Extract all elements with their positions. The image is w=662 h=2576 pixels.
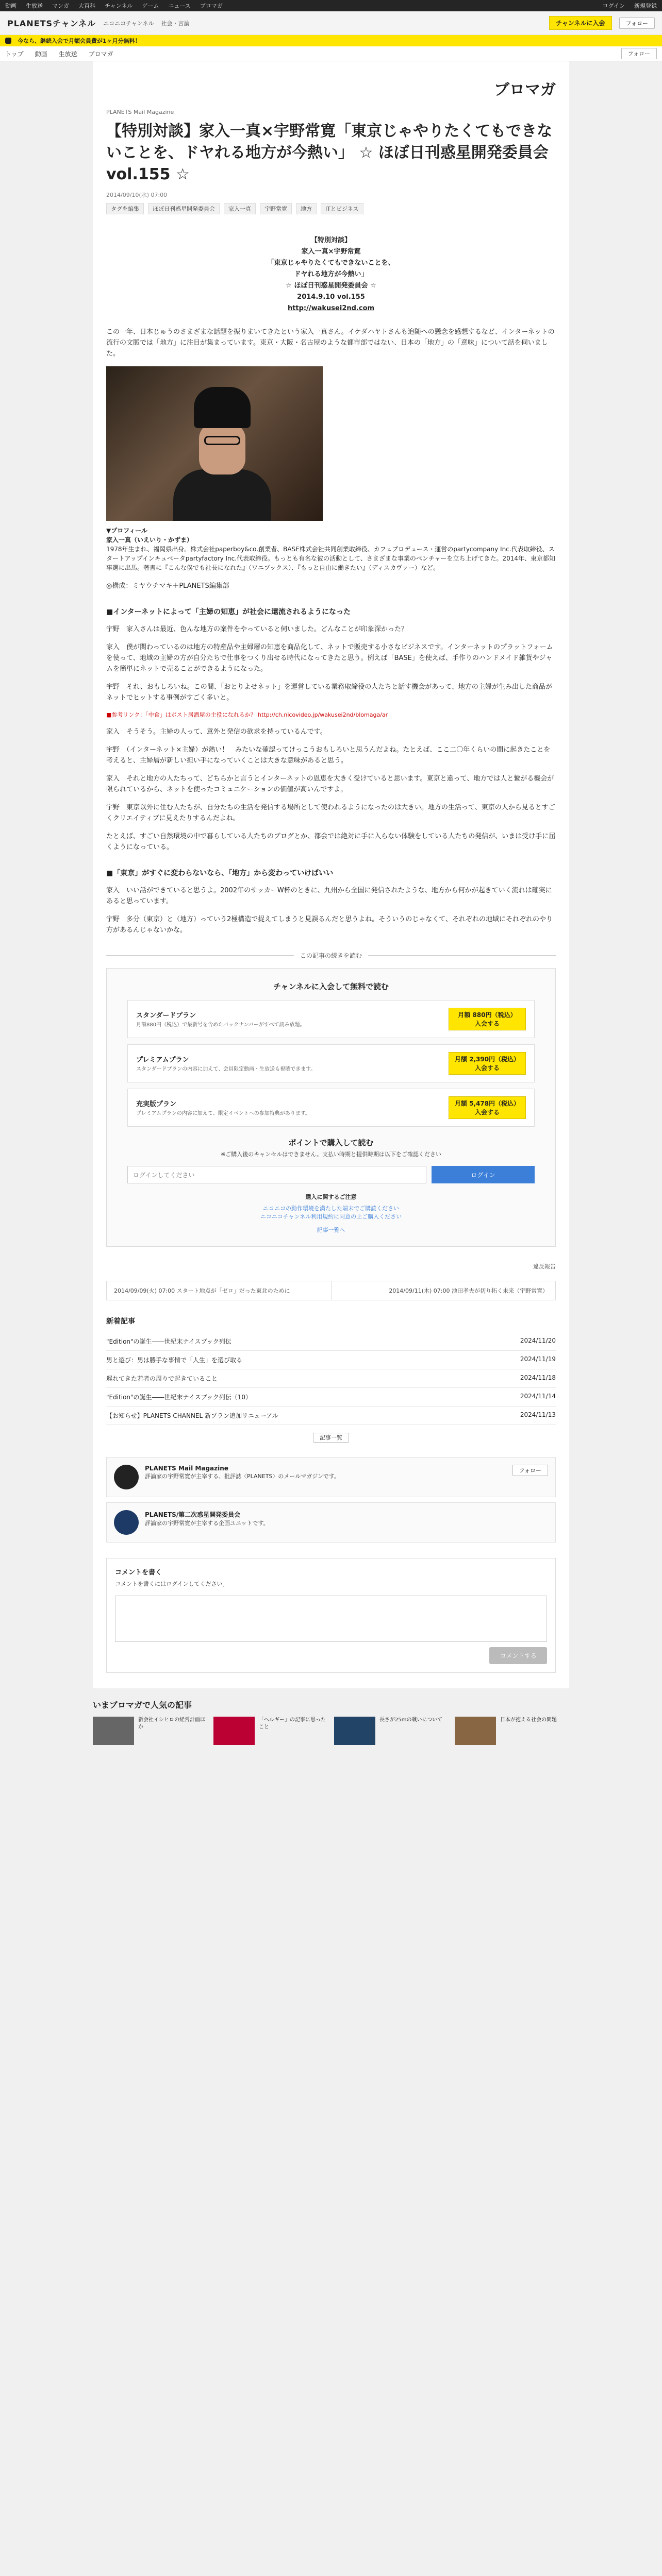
plan-name: プレミアムプラン [136,1056,189,1064]
comment-textarea[interactable] [115,1596,547,1642]
nav-item[interactable]: チャンネル [105,3,133,9]
plan-standard [127,1000,535,1038]
login-hint: ログインしてください [127,1166,426,1183]
info-icon [5,38,11,44]
heading-line: ☆ ほぼ日刊惑星開発委員会 ☆ [286,282,376,290]
tag[interactable]: 地方 [296,203,317,214]
nav-item[interactable]: ニュース [168,3,191,9]
blog-bar [0,46,662,61]
channel-avatar[interactable] [114,1510,139,1535]
paragraph: 家入 そうそう。主婦の人って、意外と発信の欲求を持っているんです。 [106,728,327,736]
paywall-box [106,968,556,1247]
plan-premium [127,1044,535,1082]
join-channel-button[interactable]: チャンネルに入会 [549,16,611,30]
section-heading: ■インターネットによって「主婦の知恵」が社会に還流されるようになった [106,608,351,616]
plan-name: 充実版プラン [136,1100,177,1108]
plan-join-button[interactable]: 月額 5,478円（税込） 入会する [449,1096,526,1119]
channel-name: PLANETS Mail Magazine [145,1465,228,1472]
article-title: 【特別対談】家入一真×宇野常寛「東京じゃやりたくてもできないことを、ドヤれる地方が今熱い」 ☆ ほぼ日刊惑星開発委員会 vol.155 ☆ [106,122,553,183]
tag[interactable]: ほぼ日刊惑星開発委員会 [148,203,220,214]
popular-title: いまブロマガで人気の記事 [93,1700,192,1710]
article-date: 2014/09/10(水) 07:00 [106,192,168,198]
paragraph: 宇野 東京以外に住む人たちが、自分たちの生活を発信する場所として使われるようになったのは大きい。地方の生活って、東京の人から見るとすごくクリエイティブに見えたりするんだよね。 [106,804,555,822]
heading-line: ドヤれる地方が今熱い」 [294,270,368,278]
reference-link[interactable]: ■参考リンク：「中食」はポスト居酒屋の主役になれるか？ http://ch.nicovideo.jp/wakusei2nd/blomaga/ar [106,711,388,718]
tag-list [106,203,556,214]
article-list-button[interactable]: 記事一覧 [313,1433,349,1443]
report-link[interactable]: 違反報告 [533,1263,556,1270]
plan-desc: プレミアムプランの内容に加えて、限定イベントへの参加特典があります。 [136,1110,310,1116]
campaign-notice[interactable] [0,35,662,46]
tab-top[interactable]: トップ [5,50,24,58]
recent-title: 新着記事 [106,1317,135,1326]
paragraph: たとえば、すごい自然環境の中で暮らしている人たちのブログとか、都会では絶対に手に入らない体験をしている人たちの発信が、いまは受け手に届くようになっている。 [106,833,556,851]
paragraph: 家入 それと地方の人たちって、どちらかと言うとインターネットの恩恵を大きく受けていると思います。東京と違って、地方では人と繋がる機会が限られているから、ネットを使ったコミュニケーションの価値が高いんですよ。 [106,775,554,793]
profile-heading: ▼プロフィール [106,527,148,534]
list-item[interactable]: "Edition"の誕生――世紀末ナイスブック列伝（10） 2024/11/14 [106,1388,556,1406]
channel-desc: 評論家の宇野常寛が主宰する、批評誌〈PLANETS〉のメールマガジンです。 [145,1473,340,1480]
popular-item[interactable]: 「ヘルギー」の記事に思ったこと [213,1717,328,1745]
paragraph: 宇野 多分（東京）と（地方）っていう2極構造で捉えてしまうと見誤るんだと思うよね。そういうのじゃなくて、それぞれの地域にそれぞれのやり方があるんじゃないかな。 [106,916,553,934]
list-item[interactable]: 【お知らせ】PLANETS CHANNEL 新プラン追加リニューアル 2024/11/13 [106,1406,556,1425]
article-pager [106,1281,556,1300]
heading-line: 「東京じゃやりたくてもできないことを、 [267,259,395,267]
blog-follow-button[interactable]: フォロー [621,48,657,59]
list-item[interactable]: "Edition"の誕生――世紀末ナイスブック列伝 2024/11/20 [106,1332,556,1351]
popular-item[interactable]: 日本が抱える社会の問題 [455,1717,569,1745]
heading-line: 【特別対談】 [310,236,351,244]
next-article-link[interactable]: 2014/09/11(木) 07:00 池田孝夫が切り拓く未来（宇野常寛） [331,1281,556,1300]
paragraph: 宇野 家入さんは最近、色んな地方の案件をやっていると伺いました。どんなことが印象深かった？ [106,625,408,633]
breadcrumb[interactable]: PLANETS Mail Magazine [106,109,174,115]
paragraph: 家入 僕が関わっているのは地方の特産品や主婦層の知恵を商品化して、ネットで販売する小さなビジネスです。インターネットのプラットフォームを使って、地域の主婦の方が自分たちで仕事をつくり出せる時代になってきたと思う。例えば「BASE」を使えば、手作りのハンドメイド雑貨やジャムを簡単にネットで売ることができるようになった。 [106,643,553,673]
popular-section [93,1688,569,1755]
paywall-title: チャンネルに入会して無料で読む [273,982,389,991]
point-title: ポイントで購入して読む [288,1138,374,1147]
plan-desc: スタンダードプランの内容に加えて、会員限定動画・生放送も視聴できます。 [136,1066,316,1072]
list-item[interactable]: 男と遊び：男は勝手な事情で「人生」を選び取る 2024/11/19 [106,1351,556,1369]
tab-live[interactable]: 生放送 [58,50,77,58]
paragraph: 家入 いい話ができていると思うよ。2002年のサッカーW杯のときに、九州から全国に発信されたような、地方から何かが起きていく流れは確実にあると思っています。 [106,887,552,905]
more-articles-link[interactable]: 記事一覧へ [317,1227,345,1233]
purchase-note-link[interactable]: ニコニコチャンネル利用規約に同意の上ご購入ください [260,1213,402,1220]
channel-desc: 評論家の宇野常寛が主宰する企画ユニットです。 [145,1520,269,1527]
nav-item[interactable]: ブロマガ [200,3,223,9]
heading-line: 家入一真×宇野常寛 [301,248,361,256]
tab-video[interactable]: 動画 [35,50,47,58]
popular-item[interactable]: 新会社イシヒロの経営計画ほか [93,1717,207,1745]
profile-block [106,526,556,572]
header-category[interactable]: 社会・言論 [161,20,190,27]
popular-item[interactable]: 長さが25mの戦いについて [334,1717,449,1745]
top-navigation [0,0,662,11]
nav-item[interactable]: 生放送 [26,3,43,9]
site-link[interactable]: http://wakusei2nd.com [287,304,375,312]
nav-item[interactable]: 動画 [5,3,16,9]
nav-item[interactable]: 大百科 [78,3,95,9]
portrait-image [106,366,323,521]
plan-full [127,1089,535,1127]
tag[interactable]: ITとビジネス [321,203,363,214]
plan-name: スタンダードプラン [136,1011,196,1020]
list-item[interactable]: 遅れてきた若者の周りで起きていること 2024/11/18 [106,1369,556,1388]
article-body [106,235,556,936]
nav-item[interactable]: ゲーム [142,3,159,9]
login-link[interactable]: ログイン [602,3,625,9]
channel-card [106,1502,556,1543]
recent-list [106,1332,556,1425]
point-note: ※ご購入後のキャンセルはできません。支払い時期と提供時期は以下をご確認ください [221,1151,441,1158]
profile-text: 1978年生まれ、福岡県出身。株式会社paperboy&co.創業者、BASE株式会社共同創業取締役、カフェプロデュース・運営のpartycompany Inc.代表取締役、スタートアップインキュベータpartyfactory Inc.代表取締役。もっとも有名な彼の活動として、さまざまな事業のベンチャーを立ち上げてきた。2014年、東京都知事選に出馬。著書に『こんな僕でも社長になれた』（ワニブックス）、『もっと自由に働きたい』（ディスカヴァー）など。 [106,546,556,571]
tag[interactable]: 家入一真 [224,203,256,214]
channel-avatar[interactable] [114,1465,139,1489]
prev-article-link[interactable]: 2014/09/09(火) 07:00 スタート地点が「ゼロ」だった東北のために [114,1287,290,1294]
register-link[interactable]: 新規登録 [634,3,657,9]
channel-header [0,11,662,35]
plan-desc: 月額880円（税込）で最新号を含めたバックナンバーがすべて読み放題。 [136,1022,305,1028]
comment-login-note[interactable]: コメントを書くにはログインしてください。 [115,1581,228,1587]
login-button[interactable]: ログイン [432,1166,535,1183]
notice-text: 今なら、継続入会で月額会員費が1ヶ月分無料！ [18,38,141,44]
tag[interactable]: タグを編集 [106,203,144,214]
plan-join-button[interactable]: 月額 2,390円（税込） 入会する [449,1052,526,1075]
credit: ◎構成：ミヤウチマキ＋PLANETS編集部 [106,582,229,590]
comment-submit-button[interactable]: コメントする [489,1647,547,1664]
comment-title: コメントを書く [115,1569,162,1577]
channel-logo[interactable]: PLANETSチャンネル [7,19,96,28]
plan-join-button[interactable]: 月額 880円（税込） 入会する [449,1008,526,1030]
channel-follow-button[interactable]: フォロー [512,1465,548,1476]
comment-box [106,1558,556,1673]
intro-paragraph: この一年、日本じゅうのさまざまな話題を振りまいてきたという家入一真さん。イケダハヤトさんも追随への懸念を感想するなど、インターネットの流行の文脈では「地方」に注目が集まっています。東京・大阪・名古屋のような都市部ではない、日本の「地方」の「意味」について話を伺いました。 [106,328,555,358]
tab-blomaga[interactable]: ブロマガ [88,50,113,58]
nav-item[interactable]: マンガ [52,3,69,9]
tag[interactable]: 宇野常寛 [260,203,292,214]
paragraph: 宇野 それ、おもしろいね。この間、「おとりよせネット」を運営している業務取締役の人たちと話す機会があって、地方の主婦が生み出した商品がネットでヒットする事例がすごく多いと。 [106,683,552,702]
paywall-divider: この記事の続きを読む [106,951,556,960]
heading-line: 2014.9.10 vol.155 [297,293,365,301]
blomaga-logo[interactable]: ブロマガ [494,81,556,99]
purchase-note-link[interactable]: ニコニコの動作環境を満たした端末でご購読ください [263,1205,399,1212]
section-heading: ■「東京」がすぐに変わらないなら、「地方」から変わっていけばいい [106,869,334,877]
follow-button[interactable]: フォロー [619,18,655,29]
header-subtitle: ニコニコチャンネル [103,20,154,27]
paragraph: 宇野 （インターネット×主婦）が熱い！ みたいな確認ってけっこうおもしろいと思うんだよね。たとえば、ここ二〇年くらいの間に起きたことを考えると、主婦層が新しい担い手になっていくことは大きな意味があると思う。 [106,746,551,765]
profile-name: 家入一真（いえいり・かずま） [106,536,193,544]
article-page [93,61,569,1688]
channel-card [106,1457,556,1497]
channel-name: PLANETS/第二次惑星開発委員会 [145,1511,241,1518]
article-heading-block [106,235,556,314]
purchase-notes-title: 購入に関するご注意 [305,1194,357,1200]
